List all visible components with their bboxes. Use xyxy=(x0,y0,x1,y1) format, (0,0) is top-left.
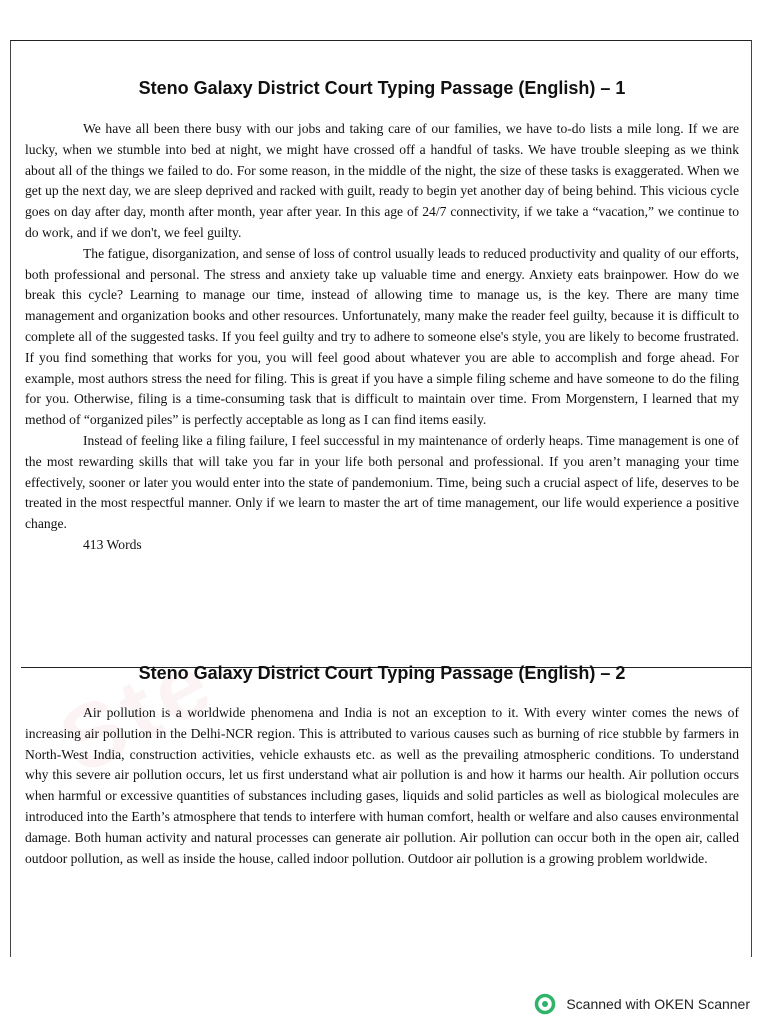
scanner-label: Scanned with OKEN Scanner xyxy=(566,996,750,1012)
passage-2-title: Steno Galaxy District Court Typing Passage (English) – 2 xyxy=(138,663,626,683)
passage-2-paragraph-1: Air pollution is a worldwide phenomena and India is not an exception to it. With every winter comes the news of increasing air pollution in the Delhi-NCR region. This is attributed to various causes such as burning of rice stubble by farmers in North-West India, construction activities, vehicle exhausts etc. as well as the prevailing atmospheric conditions. To understand why this severe air pollution occurs, let us first understand what air pollution is and how it harms our health. Air pollution occurs when harmful or excessive quantities of substances including gases, liquids and solid particles as well as biological molecules are introduced into the Earth’s atmosphere that tends to interfere with human comfort, health or welfare and also causes environmental damage. Both human activity and natural processes can generate air pollution. Air pollution can occur both in the open air, called outdoor pollution, as well as inside the house, called indoor pollution. Outdoor air pollution is a growing problem worldwide. xyxy=(25,705,739,866)
scanner-footer xyxy=(534,992,750,1016)
passage-1-paragraph-2: The fatigue, disorganization, and sense of loss of control usually leads to reduced productivity and quality of our efforts, both professional and personal. The stress and anxiety take up valuable time and energy. Anxiety eats brainpower. How do we break this cycle? Learning to manage our time, instead of allowing time to manage us, is the key. There are many time management and organization books and other resources. Unfortunately, many make the reader feel guilty, because it is difficult to complete all of the suggested tasks. If you feel guilty and try to adhere to someone else's style, you are likely to become frustrated. If you find something that works for you, you will feel good about whatever you are able to accomplish and forge ahead. For example, most authors stress the need for filing. This is great if you have a simple filing scheme and have someone to do the filing for you. Otherwise, filing is a time-consuming task that is difficult to maintain over time. From Morgenstern, I learned that my method of “organized piles” is perfectly acceptable as long as I can find items easily. xyxy=(25,245,739,428)
passage-1-title: Steno Galaxy District Court Typing Passage (English) – 1 xyxy=(138,78,626,98)
passage-1-paragraph-3: Instead of feeling like a filing failure, I feel successful in my maintenance of orderly heaps. Time management is one of the most rewarding skills that will take you far in your life both personal and professional. If you aren’t managing your time effectively, sooner or later you would enter into the state of pandemonium. Time, being such a crucial aspect of life, deserves to be treated in the most respectful manner. Only if we learn to master the art of time management, our life would experience a positive change. xyxy=(25,432,739,532)
oken-scanner-icon xyxy=(534,993,556,1015)
passage-1-word-count: 413 Words xyxy=(83,536,142,552)
watermark: Ste xyxy=(44,630,232,794)
passage-1-paragraph-1: We have all been there busy with our jobs and taking care of our families, we have to-do lists a mile long. If we are lucky, when we stumble into bed at night, we might have crossed off a handful of tasks. We have trouble sleeping as we think about all of the things we failed to do. For some reason, in the middle of the night, the size of these tasks is exaggerated. When we get up the next day, we are sleep deprived and racked with guilt, ready to begin yet another day of being behind. This vicious cycle goes on day after day, month after month, year after year. In this age of 24/7 connectivity, if we take a “vacation,” we continue to do work, and if we don't, we feel guilty. xyxy=(25,121,739,240)
passage-2-body xyxy=(25,703,739,869)
passage-1-body xyxy=(25,119,739,556)
document-page xyxy=(10,40,752,957)
